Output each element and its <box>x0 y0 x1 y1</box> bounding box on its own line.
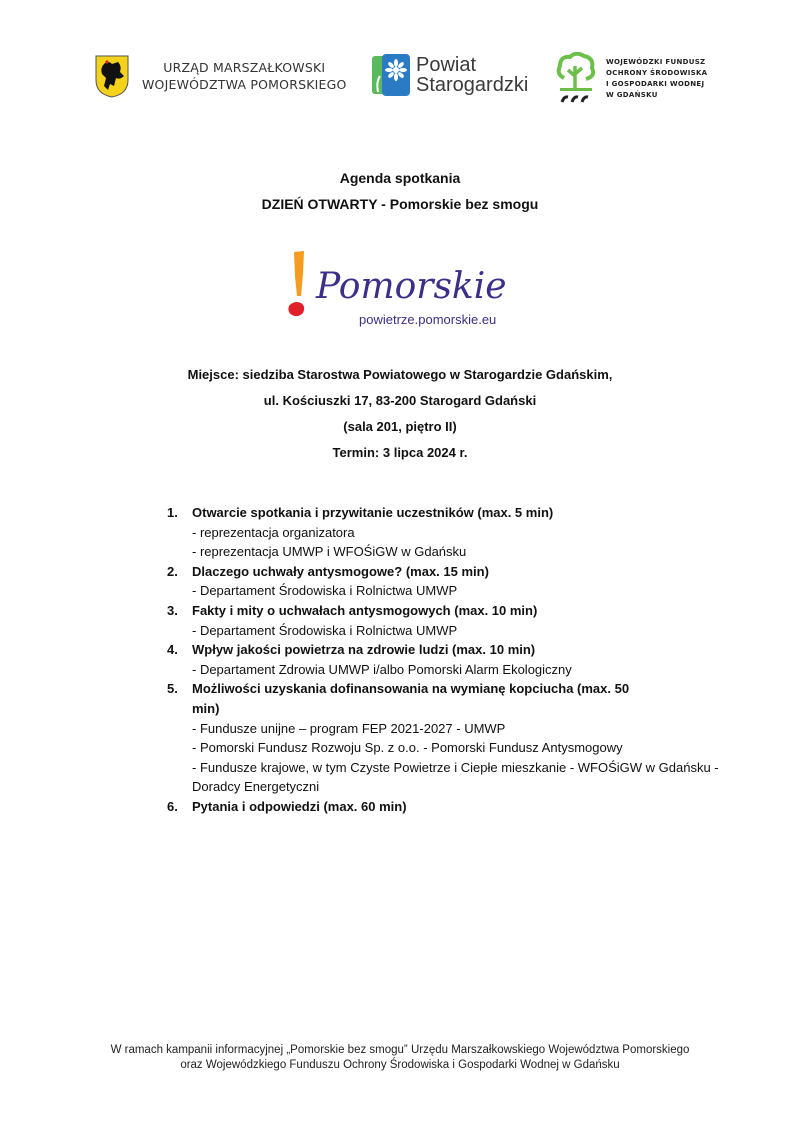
powiat-line2: Starogardzki <box>416 74 529 96</box>
wfos-line: OCHRONY ŚRODOWISKA <box>606 69 708 77</box>
item-number: 5. <box>167 681 178 697</box>
meeting-info <box>0 362 800 466</box>
powiat-line1: Powiat <box>416 54 477 76</box>
agenda-item <box>167 640 727 660</box>
umwp-logo <box>94 54 347 98</box>
campaign-url: powietrze.pomorskie.eu <box>359 312 497 327</box>
item-number: 2. <box>167 563 178 579</box>
exclamation-mark-icon <box>294 251 304 296</box>
agenda-item <box>167 679 727 718</box>
item-title: Fakty i mity o uchwałach antysmogowych (max. 10 min) <box>192 602 538 618</box>
place-line1: Miejsce: siedziba Starostwa Powiatowego w Starogardzie Gdańskim, <box>187 367 613 382</box>
umwp-line1: URZĄD MARSZAŁKOWSKI <box>163 60 326 75</box>
agenda-item <box>167 503 727 523</box>
item-detail: - Departament Środowiska i Rolnictwa UMWP <box>192 583 458 599</box>
wfos-name <box>606 57 707 101</box>
umwp-name <box>142 59 347 93</box>
logo-bar <box>0 52 800 112</box>
place-line2: ul. Kościuszki 17, 83-200 Starogard Gdański <box>263 393 537 408</box>
item-detail: - reprezentacja UMWP i WFOŚiGW w Gdańsku <box>192 544 467 560</box>
agenda-item <box>167 797 727 817</box>
item-detail: - Departament Środowiska i Rolnictwa UMWP <box>192 622 458 638</box>
cornflower-icon <box>372 54 410 96</box>
footer-line2: oraz Wojewódzkiego Funduszu Ochrony Środowiska i Gospodarki Wodnej w Gdańsku <box>180 1059 620 1071</box>
item-detail: - Fundusze krajowe, w tym Czyste Powietrze i Ciepłe mieszkanie - WFOŚiGW w Gdańsku - Doradcy Energetyczni <box>192 759 719 795</box>
item-detail: - Departament Zdrowia UMWP i/albo Pomorski Alarm Ekologiczny <box>192 661 572 677</box>
wfos-logo <box>554 52 707 106</box>
date: Termin: 3 lipca 2024 r. <box>332 445 468 460</box>
item-title: Wpływ jakości powietrza na zdrowie ludzi (max. 10 min) <box>192 642 536 658</box>
item-number: 6. <box>167 798 178 814</box>
powiat-name <box>416 55 528 95</box>
item-title: Dlaczego uchwały antysmogowe? (max. 15 min) <box>192 563 489 579</box>
item-detail: - reprezentacja organizatora <box>192 524 355 540</box>
footer-line1: W ramach kampanii informacyjnej „Pomorskie bez smogu” Urzędu Marszałkowskiego Województwa Pomorskiego <box>110 1044 690 1056</box>
footer-note <box>0 1043 800 1073</box>
tree-icon <box>554 52 596 106</box>
room: (sala 201, piętro II) <box>343 419 457 434</box>
wfos-line: WOJEWÓDZKI FUNDUSZ <box>606 58 706 66</box>
event-title: DZIEŃ OTWARTY - Pomorskie bez smogu <box>261 196 539 212</box>
agenda-item <box>167 601 727 621</box>
item-number: 3. <box>167 602 178 618</box>
item-detail: - Fundusze unijne – program FEP 2021-2027 - UMWP <box>192 720 506 736</box>
item-title: Możliwości uzyskania dofinansowania na wymianę kopciucha (max. 50 min) <box>192 681 630 716</box>
powiat-logo <box>372 54 528 96</box>
umwp-line2: WOJEWÓDZTWA POMORSKIEGO <box>142 77 347 92</box>
agenda-list <box>167 503 727 817</box>
item-title: Otwarcie spotkania i przywitanie uczestników (max. 5 min) <box>192 505 554 520</box>
griffin-crest-icon <box>94 54 130 98</box>
agenda-item <box>167 562 727 582</box>
item-detail: - Pomorski Fundusz Rozwoju Sp. z o.o. - Pomorski Fundusz Antysmogowy <box>192 740 623 756</box>
wfos-line: W GDAŃSKU <box>606 91 658 99</box>
document-title: Agenda spotkania <box>339 170 461 186</box>
item-number: 4. <box>167 642 178 658</box>
red-dot-icon <box>288 302 304 316</box>
item-number: 1. <box>167 505 178 520</box>
pomorskie-wordmark: Pomorskie <box>316 266 507 307</box>
item-title: Pytania i odpowiedzi (max. 60 min) <box>192 798 407 814</box>
wfos-line: I GOSPODARKI WODNEJ <box>606 80 705 88</box>
